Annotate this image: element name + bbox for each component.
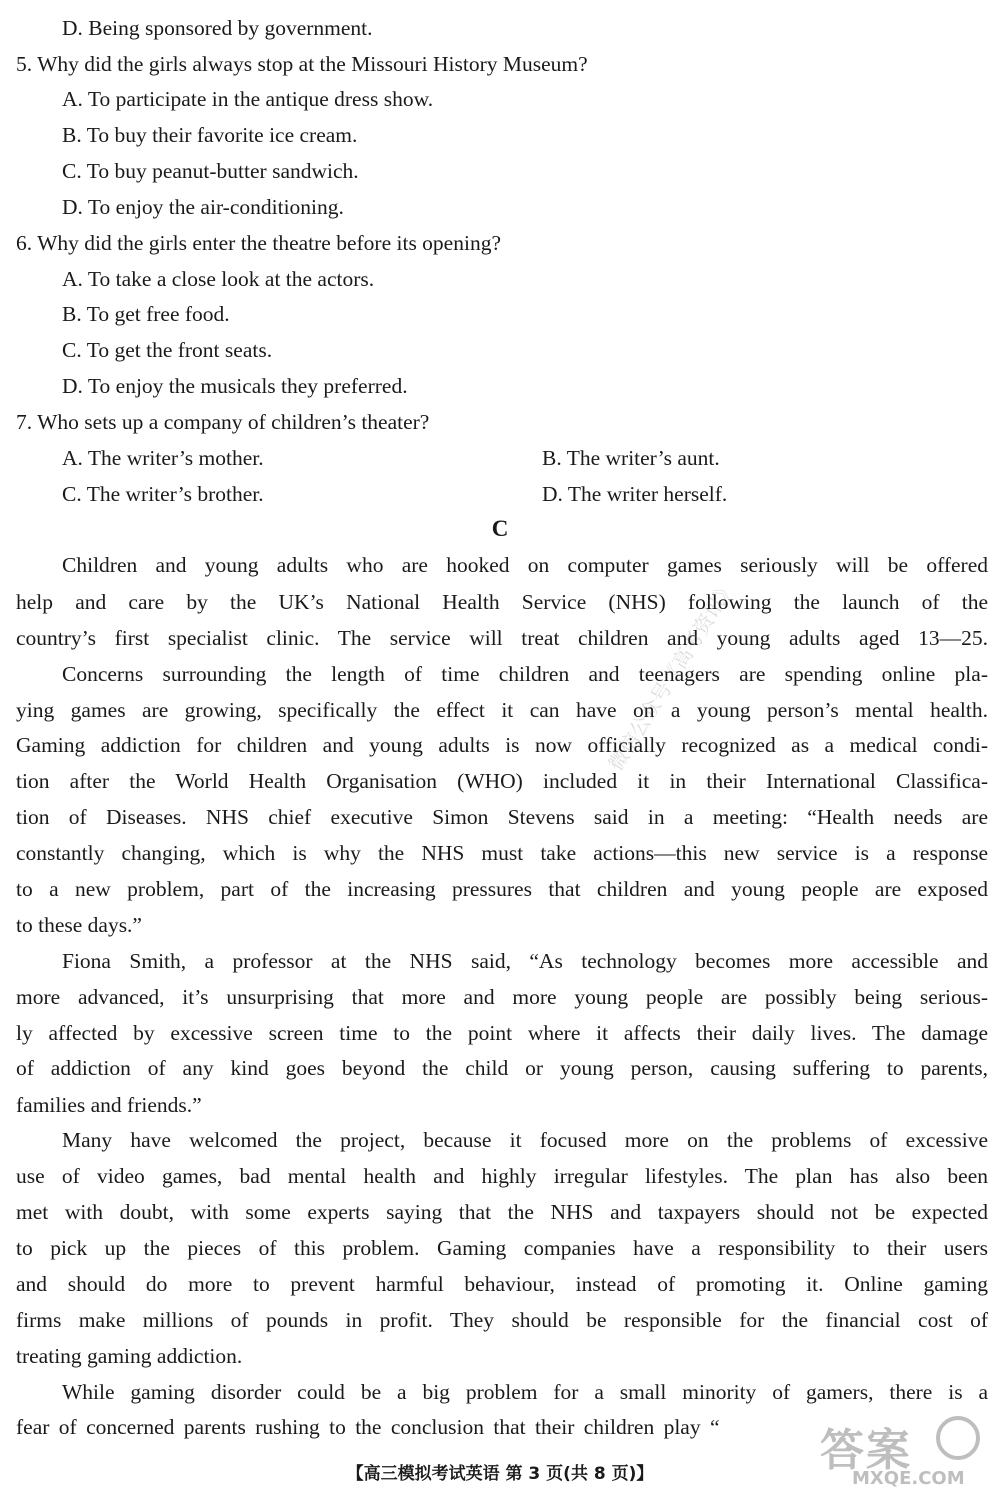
watermark-logo-url: MXQE.COM (852, 1468, 965, 1489)
passage-line: and should do more to prevent harmful behaviour, instead of promoting it. Online gaming (16, 1272, 988, 1296)
section-heading: C (491, 516, 509, 541)
q6-option-a: A. To take a close look at the actors. (62, 267, 375, 291)
passage-line: met with doubt, with some experts saying that the NHS and taxpayers should not be expected (16, 1200, 988, 1224)
q7-option-c: C. The writer’s brother. (62, 482, 264, 506)
passage-line: fear of concerned parents rushing to the conclusion that their children play “ (16, 1415, 720, 1439)
passage-line: ly affected by excessive screen time to the point where it affects their daily lives. The damage (16, 1021, 988, 1045)
q6-option-d: D. To enjoy the musicals they preferred. (62, 374, 408, 398)
q7-option-a: A. The writer’s mother. (62, 446, 264, 470)
passage-line: more advanced, it’s unsurprising that more and more young people are possibly being serious- (16, 985, 988, 1009)
q7-option-d: D. The writer herself. (542, 482, 728, 506)
passage-line: Many have welcomed the project, because it focused more on the problems of excessive (62, 1128, 988, 1152)
passage-line: Gaming addiction for children and young adults is now officially recognized as a medical condi- (16, 733, 988, 757)
passage-line: firms make millions of pounds in profit. They should be responsible for the financial cost of (16, 1308, 988, 1332)
q6-option-c: C. To get the front seats. (62, 338, 273, 362)
q5-option-b: B. To buy their favorite ice cream. (62, 123, 358, 147)
q4-option-d: D. Being sponsored by government. (62, 16, 373, 40)
question-6: 6. Why did the girls enter the theatre before its opening? (16, 231, 501, 255)
passage-line: families and friends.” (16, 1093, 202, 1117)
q6-option-b: B. To get free food. (62, 302, 230, 326)
passage-line: Concerns surrounding the length of time children and teenagers are spending online pla- (62, 662, 988, 686)
passage-line: of addiction of any kind goes beyond the child or young person, causing suffering to parents, (16, 1056, 988, 1080)
q7-option-b: B. The writer’s aunt. (542, 446, 720, 470)
watermark-text: 微信公众号《高考资讯》 (603, 575, 741, 775)
passage-line: to pick up the pieces of this problem. Gaming companies have a responsibility to their users (16, 1236, 988, 1260)
passage-line: Fiona Smith, a professor at the NHS said, “As technology becomes more accessible and (62, 949, 988, 973)
watermark-logo-text: 答案 (820, 1425, 912, 1476)
question-5: 5. Why did the girls always stop at the Missouri History Museum? (16, 52, 588, 76)
passage-line: country’s first specialist clinic. The service will treat children and young adults aged 13—25. (16, 626, 988, 650)
passage-line: tion of Diseases. NHS chief executive Simon Stevens said in a meeting: “Health needs are (16, 805, 988, 829)
q5-option-c: C. To buy peanut-butter sandwich. (62, 159, 359, 183)
passage-line: constantly changing, which is why the NHS must take actions—this new service is a response (16, 841, 988, 865)
page-footer: 【高三模拟考试英语 第 3 页(共 8 页)】 (346, 1464, 654, 1484)
passage-line: Children and young adults who are hooked on computer games seriously will be offered (62, 553, 988, 577)
watermark-circle-icon (936, 1416, 980, 1460)
q5-option-a: A. To participate in the antique dress show. (62, 87, 434, 111)
passage-line: treating gaming addiction. (16, 1344, 243, 1368)
passage-line: ying games are growing, specifically the effect it can have on a young person’s mental health. (16, 698, 988, 722)
passage-line: use of video games, bad mental health and highly irregular lifestyles. The plan has also been (16, 1164, 988, 1188)
q5-option-d: D. To enjoy the air-conditioning. (62, 195, 344, 219)
passage-line: tion after the World Health Organisation (WHO) included it in their International Classifica- (16, 769, 988, 793)
passage-line: to these days.” (16, 913, 142, 937)
passage-line: help and care by the UK’s National Health Service (NHS) following the launch of the (16, 590, 988, 614)
question-7: 7. Who sets up a company of children’s theater? (16, 410, 430, 434)
passage-line: While gaming disorder could be a big problem for a small minority of gamers, there is a (62, 1380, 988, 1404)
passage-line: to a new problem, part of the increasing pressures that children and young people are exposed (16, 877, 988, 901)
